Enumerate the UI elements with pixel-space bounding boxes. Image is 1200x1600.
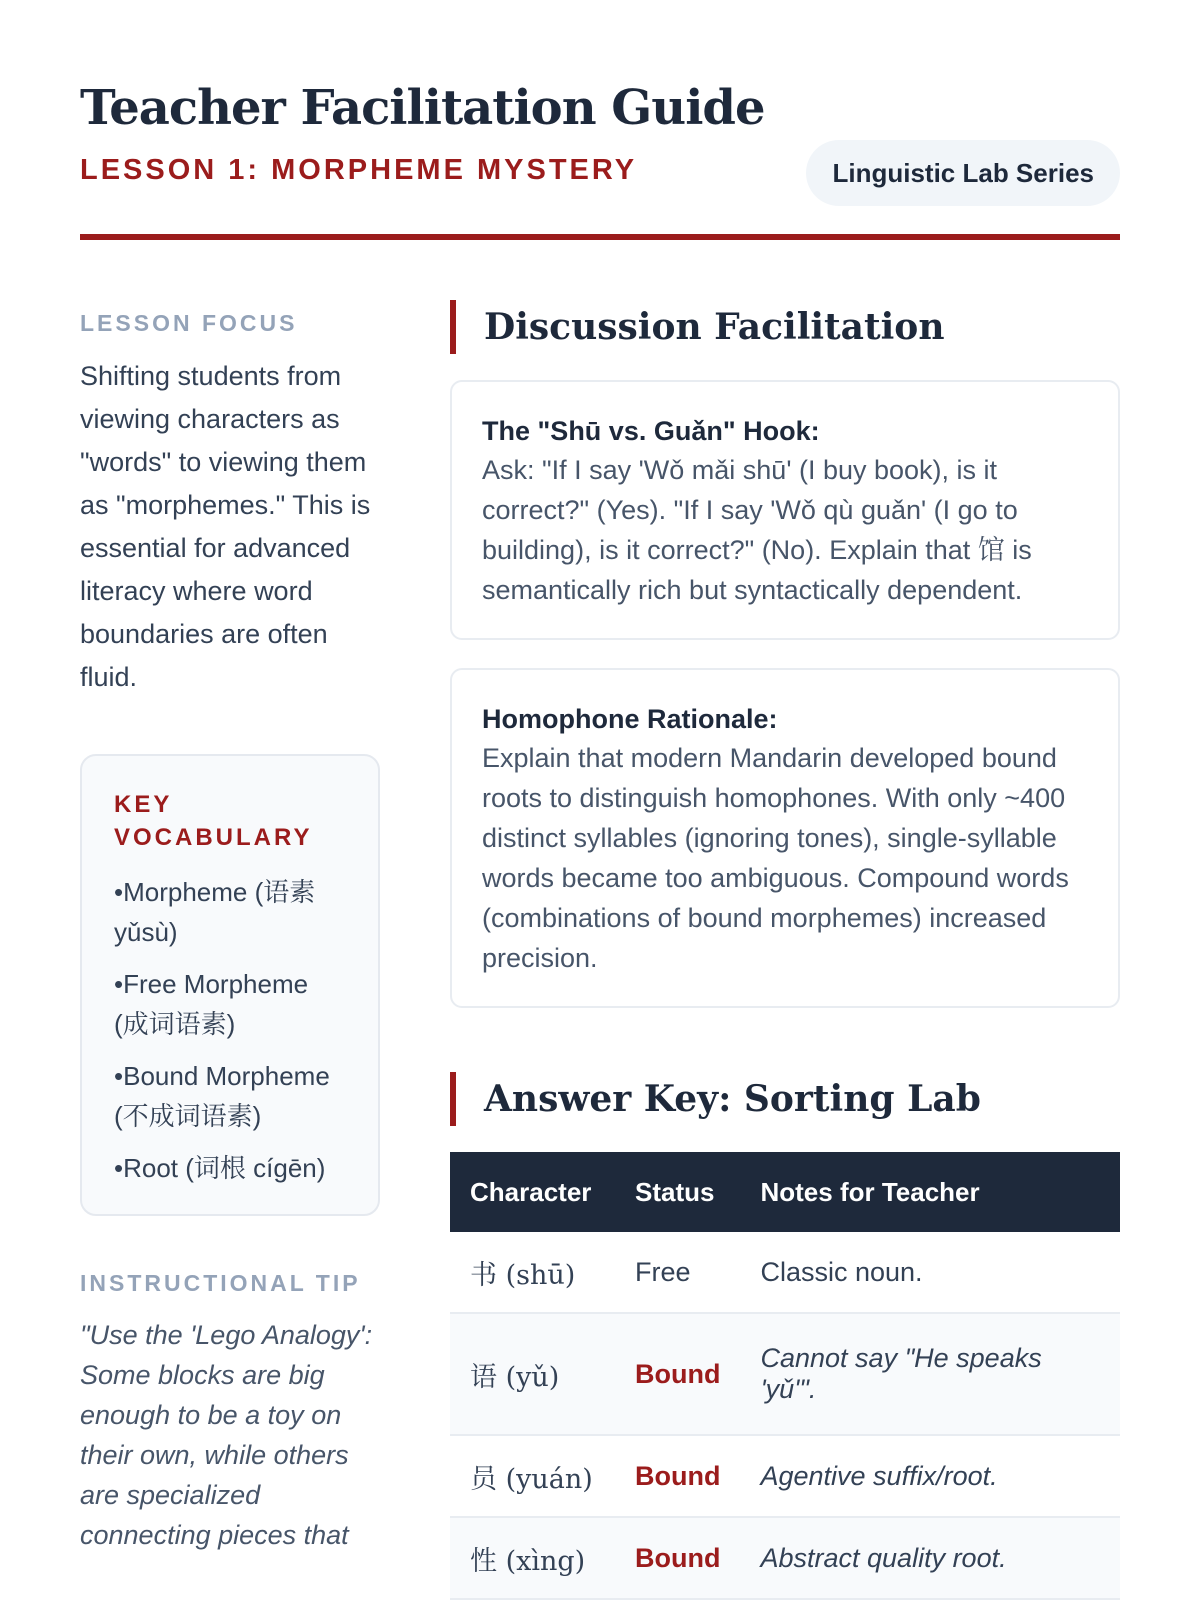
page-header xyxy=(80,80,1120,240)
lesson-subtitle: LESSON 1: MORPHEME MYSTERY xyxy=(80,154,638,186)
character-cell: 语 (yǔ) xyxy=(450,1313,615,1435)
table-row xyxy=(450,1435,1120,1517)
status-cell: Bound xyxy=(615,1313,740,1435)
key-vocabulary-box xyxy=(80,754,380,1216)
lesson-focus-heading: LESSON FOCUS xyxy=(80,310,298,336)
column-header-status: Status xyxy=(615,1152,740,1232)
answer-key-table xyxy=(450,1152,1120,1600)
vocabulary-item: • Root (词根 cígēn) xyxy=(114,1148,346,1188)
status-cell: Bound xyxy=(615,1435,740,1517)
instructional-tip-heading: INSTRUCTIONAL TIP xyxy=(80,1270,361,1296)
status-cell: Bound xyxy=(615,1517,740,1599)
vocabulary-item: • Bound Morpheme (不成词语素) xyxy=(114,1056,346,1136)
hook-card xyxy=(450,380,1120,640)
vocabulary-item: • Free Morpheme (成词语素) xyxy=(114,964,346,1044)
lesson-focus-text: Shifting students from viewing characters as "words" to viewing them as "morphemes." This is essential for advanced literacy where word boundaries are often fluid. xyxy=(80,361,371,692)
hook-card-body: Ask: "If I say 'Wǒ mǎi shū' (I buy book), is it correct?" (Yes). "If I say 'Wǒ qù guǎn' (I go to building), is it correct?" (No). Explain that 馆 is semantically rich but syntactically dependent. xyxy=(482,455,1032,605)
column-header-notes: Notes for Teacher xyxy=(740,1152,1120,1232)
table-row xyxy=(450,1313,1120,1435)
sidebar xyxy=(80,310,380,1555)
column-header-character: Character xyxy=(450,1152,615,1232)
main-content xyxy=(450,300,1120,1600)
table-header-row xyxy=(450,1152,1120,1232)
character-cell: 性 (xìng) xyxy=(450,1517,615,1599)
homophone-card-body: Explain that modern Mandarin developed bound roots to distinguish homophones. With only ~400 distinct syllables (ignoring tones), single-syllable words became too ambiguous. Compound words (combinations of bound morphemes) increased precision. xyxy=(482,743,1069,973)
key-vocabulary-heading: KEY VOCABULARY xyxy=(114,791,313,851)
notes-cell: Agentive suffix/root. xyxy=(740,1435,1120,1517)
character-cell: 员 (yuán) xyxy=(450,1435,615,1517)
table-row xyxy=(450,1232,1120,1313)
notes-cell: Cannot say "He speaks 'yǔ'". xyxy=(740,1313,1120,1435)
notes-cell: Abstract quality root. xyxy=(740,1517,1120,1599)
vocabulary-list xyxy=(114,872,346,1188)
table-row xyxy=(450,1517,1120,1599)
vocabulary-item: • Morpheme (语素 yǔsù) xyxy=(114,872,346,952)
notes-cell: Classic noun. xyxy=(740,1232,1120,1313)
series-badge: Linguistic Lab Series xyxy=(806,140,1120,206)
homophone-card-title: Homophone Rationale: xyxy=(482,704,778,734)
discussion-heading: Discussion Facilitation xyxy=(450,300,1120,354)
character-cell: 书 (shū) xyxy=(450,1232,615,1313)
status-cell: Free xyxy=(615,1232,740,1313)
answer-key-heading: Answer Key: Sorting Lab xyxy=(450,1072,1120,1126)
instructional-tip-text: "Use the 'Lego Analogy': Some blocks are big enough to be a toy on their own, while others are specialized connecting pieces that xyxy=(80,1320,373,1550)
header-divider xyxy=(80,234,1120,240)
hook-card-title: The "Shū vs. Guǎn" Hook: xyxy=(482,416,820,446)
page-title: Teacher Facilitation Guide xyxy=(80,80,765,136)
homophone-card xyxy=(450,668,1120,1008)
